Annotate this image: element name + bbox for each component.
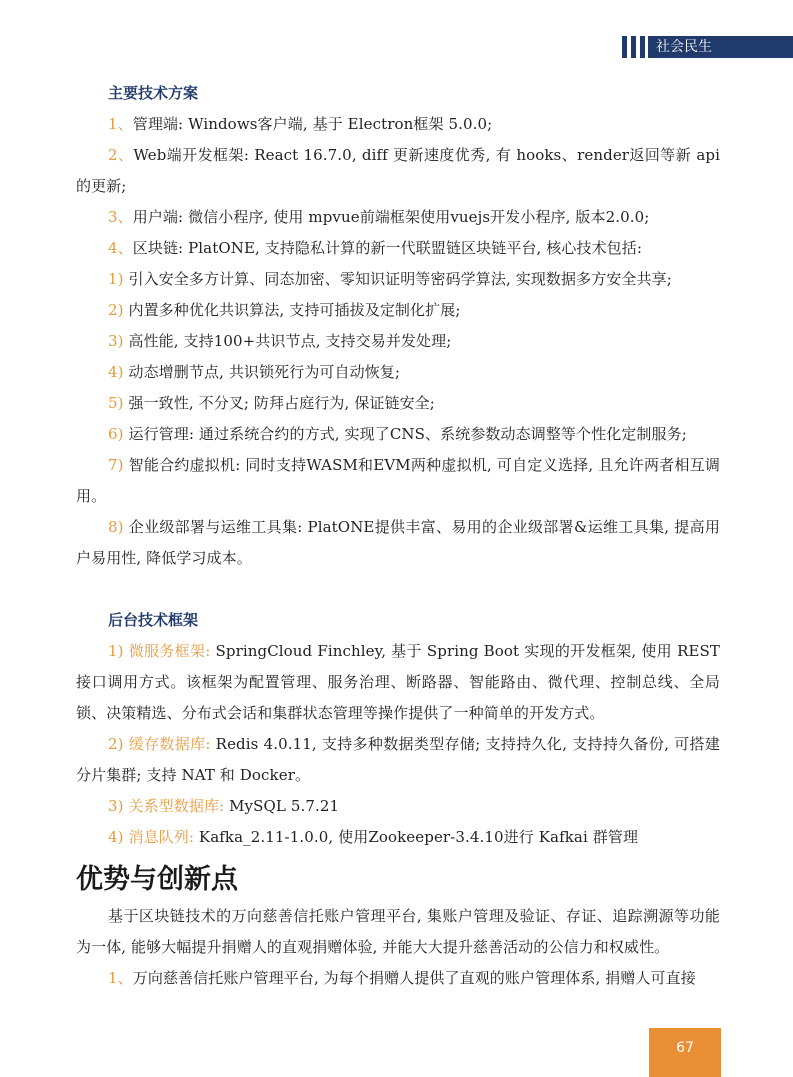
list-item: 1、管理端: Windows客户端, 基于 Electron框架 5.0.0;	[108, 115, 493, 133]
subheading-backend-framework: 后台技术框架	[108, 611, 199, 629]
list-item: 2) 缓存数据库: Redis 4.0.11, 支持多种数据类型存储; 支持持久化, 支持持久备份, 可搭建分片集群; 支持 NAT 和 Docker。	[76, 735, 720, 784]
list-item: 6) 运行管理: 通过系统合约的方式, 实现了CNS、系统参数动态调整等个性化定制服务;	[108, 425, 687, 443]
list-item: 1、万向慈善信托账户管理平台, 为每个捐赠人提供了直观的账户管理体系, 捐赠人可直接	[108, 969, 696, 987]
paragraph: 基于区块链技术的万向慈善信托账户管理平台, 集账户管理及验证、存证、追踪溯源等功能为一体, 能够大幅提升捐赠人的直观捐赠体验, 并能大大提升慈善活动的公信力和权威性。	[76, 907, 720, 956]
list-item: 7) 智能合约虚拟机: 同时支持WASM和EVM两种虚拟机, 可自定义选择, 且允许两者相互调用。	[76, 456, 720, 505]
list-item: 8) 企业级部署与运维工具集: PlatONE提供丰富、易用的企业级部署&运维工具集, 提高用户易用性, 降低学习成本。	[76, 518, 720, 567]
list-item: 2、Web端开发框架: React 16.7.0, diff 更新速度优秀, 有 hooks、render返回等新 api的更新;	[76, 146, 720, 195]
list-item: 5) 强一致性, 不分叉; 防拜占庭行为, 保证链安全;	[108, 394, 435, 412]
list-item: 4、区块链: PlatONE, 支持隐私计算的新一代联盟链区块链平台, 核心技术包括:	[108, 239, 643, 257]
subheading-main-tech: 主要技术方案	[108, 84, 199, 102]
list-item: 1) 微服务框架: SpringCloud Finchley, 基于 Spring Boot 实现的开发框架, 使用 REST 接口调用方式。该框架为配置管理、服务治理、断路器、智能路由、微代理、控制总线、全局锁、决策精选、分布式会话和集群状态管理等操作提供了一种简单的开发方式。	[76, 642, 720, 722]
list-item: 4) 消息队列: Kafka_2.11-1.0.0, 使用Zookeeper-3.4.10进行 Kafkai 群管理	[108, 828, 639, 846]
section-heading-advantages: 优势与创新点	[76, 864, 238, 895]
header-decoration	[622, 36, 645, 58]
list-item: 1) 引入安全多方计算、同态加密、零知识证明等密码学算法, 实现数据多方安全共享;	[108, 270, 672, 288]
list-item: 3) 高性能, 支持100+共识节点, 支持交易并发处理;	[108, 332, 452, 350]
list-item: 2) 内置多种优化共识算法, 支持可插拔及定制化扩展;	[108, 301, 461, 319]
list-item: 3、用户端: 微信小程序, 使用 mpvue前端框架使用vuejs开发小程序, 版本2.0.0;	[108, 208, 650, 226]
page-number: 67	[649, 1028, 721, 1077]
list-item: 4) 动态增删节点, 共识锁死行为可自动恢复;	[108, 363, 401, 381]
section-label: 社会民生	[648, 36, 793, 58]
page-content	[76, 78, 720, 994]
spacer	[76, 574, 720, 605]
list-item: 3) 关系型数据库: MySQL 5.7.21	[108, 797, 340, 815]
